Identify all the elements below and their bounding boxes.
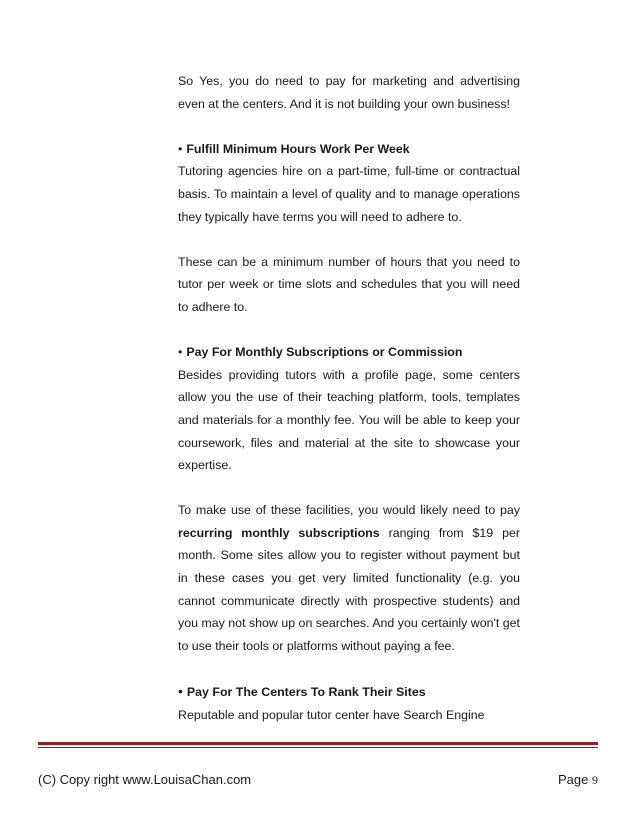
paragraph-platform: Besides providing tutors with a profile page, some centers allow you the use of their teaching platform, tools, templates and materials for a monthly fee. You will be able to keep your coursework, files and material at the site to showcase your expertise. xyxy=(178,367,520,473)
heading-minimum-hours xyxy=(178,138,520,161)
footer-copyright: (C) Copy right www.LouisaChan.com xyxy=(38,772,252,787)
bullet-icon: • xyxy=(178,683,183,700)
heading-subscriptions-text: Pay For Monthly Subscriptions or Commission xyxy=(186,345,463,360)
heading-rank-sites-text: Pay For The Centers To Rank Their Sites xyxy=(186,685,426,700)
paragraph-agencies: Tutoring agencies hire on a part-time, full-time or contractual basis. To maintain a level of quality and to manage operations they typically have terms you will need to adhere to. xyxy=(178,164,520,224)
paragraph-search-engine: Reputable and popular tutor center have Search Engine xyxy=(178,707,485,722)
page-label: Page xyxy=(558,772,589,787)
paragraph-minimum-hours: These can be a minimum number of hours that you need to tutor per week or time slots and schedules that you will need to adhere to. xyxy=(178,254,520,314)
heading-minimum-hours-text: Fulfill Minimum Hours Work Per Week xyxy=(186,141,410,156)
bullet-icon: • xyxy=(178,345,183,360)
footer-page-number xyxy=(558,772,598,788)
facilities-text-after: ranging from $19 per month. Some sites allow you to register without payment but in these cases you get very limited functionality (e.g. you cannot communicate directly with prospective students) and you may not show up on searches. And you certainly won't get to use their tools or platforms without paying a fee. xyxy=(178,525,520,653)
paragraph-facilities xyxy=(178,499,520,657)
footer-divider-thick xyxy=(38,742,598,745)
facilities-text-before: To make use of these facilities, you would likely need to pay xyxy=(178,503,520,518)
facilities-text-bold: recurring monthly subscriptions xyxy=(178,525,380,540)
bullet-icon: • xyxy=(178,141,183,156)
footer-divider-thin xyxy=(38,747,598,748)
page-number: 9 xyxy=(592,773,598,787)
paragraph-marketing: So Yes, you do need to pay for marketing and advertising even at the centers. And it is not building your own business! xyxy=(178,74,520,111)
heading-subscriptions xyxy=(178,341,520,364)
heading-rank-sites xyxy=(178,680,520,704)
page-body xyxy=(178,70,520,726)
